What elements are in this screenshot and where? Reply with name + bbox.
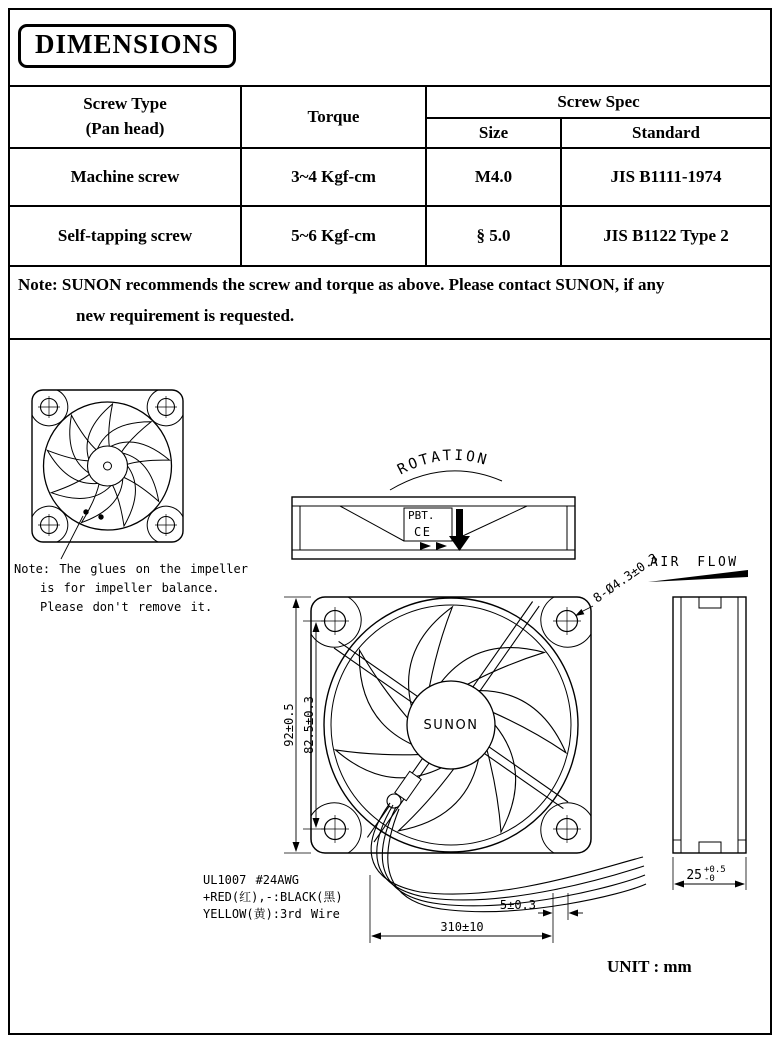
ce-mark: CE — [414, 525, 432, 539]
wire-spec-line3: YELLOW(黄):3rd Wire — [203, 907, 340, 921]
cell-standard: JIS B1122 Type 2 — [561, 206, 771, 266]
hole-pitch-dim-text: 82.5±0.3 — [302, 696, 316, 754]
wire-spec-line1: UL1007 #24AWG — [203, 873, 299, 887]
svg-text:ROTATION — [395, 448, 490, 479]
frame-width-dim-text: 92±0.5 — [282, 703, 296, 747]
fan-front-view — [311, 597, 591, 853]
air-flow-arrow — [648, 570, 748, 582]
glue-dot — [98, 514, 103, 519]
impeller-note-line1: Note: The glues on the impeller — [14, 562, 248, 576]
holes-dim-text: 8-Ø4.3±0.3 — [590, 549, 661, 606]
pbt-material-label: PBT. — [408, 509, 435, 522]
leader-arrowhead — [575, 609, 584, 616]
depth-dim-tol-minus: -0 — [704, 874, 715, 884]
cell-size: M4.0 — [426, 148, 561, 206]
mounting-holes-dimension — [575, 550, 660, 616]
page-title: DIMENSIONS — [35, 29, 220, 59]
page-title-box — [18, 24, 236, 68]
air-flow-text: AIR FLOW — [650, 555, 739, 570]
depth-dim-value: 25 — [686, 868, 702, 883]
header-standard: Standard — [561, 118, 771, 148]
header-screw-type — [9, 86, 241, 148]
table-row — [9, 206, 771, 266]
screw-note-line1: Note: SUNON recommends the screw and torque as above. Please contact SUNON, if any — [18, 275, 665, 294]
lead-wires — [371, 803, 646, 912]
technical-drawing — [0, 340, 780, 1035]
rotation-text: ROTATION — [395, 447, 491, 479]
cell-torque: 3~4 Kgf-cm — [241, 148, 426, 206]
cell-standard: JIS B1111-1974 — [561, 148, 771, 206]
header-screw-type-line1: Screw Type — [83, 94, 167, 114]
wire-spec-labels — [203, 873, 343, 921]
table-row — [9, 148, 771, 206]
cell-torque: 5~6 Kgf-cm — [241, 206, 426, 266]
depth-dimension — [673, 857, 746, 890]
depth-dim-tol-plus: +0.5 — [704, 865, 726, 875]
impeller-note — [14, 562, 248, 614]
header-size: Size — [426, 118, 561, 148]
screw-spec-table — [8, 85, 772, 267]
unit-label: UNIT : mm — [607, 957, 692, 976]
glue-note-leader — [61, 516, 83, 559]
cell-screw-type: Self-tapping screw — [9, 206, 241, 266]
impeller-note-line3: Please don't remove it. — [40, 600, 213, 614]
header-screw-spec: Screw Spec — [426, 86, 771, 118]
air-flow-label — [648, 555, 748, 582]
wire-spec-line2: +RED(红),-:BLACK(黑) — [203, 890, 343, 904]
rotation-label — [390, 448, 502, 490]
cell-screw-type: Machine screw — [9, 148, 241, 206]
wire-length-dim-text: 310±10 — [440, 920, 484, 934]
hub-brand-text: SUNON — [423, 718, 479, 733]
side-view-top — [292, 497, 575, 559]
cell-size: § 5.0 — [426, 206, 561, 266]
header-torque: Torque — [241, 86, 426, 148]
side-view-right — [673, 597, 746, 853]
impeller-front-view — [32, 390, 183, 559]
glue-dot — [83, 509, 88, 514]
wire-dimensions — [370, 875, 583, 943]
frame-dimensions — [282, 597, 326, 853]
rotation-direction-arrows — [420, 542, 447, 550]
wire-grommet — [387, 794, 401, 808]
header-screw-type-line2: (Pan head) — [85, 119, 165, 138]
impeller-note-line2: is for impeller balance. — [40, 581, 220, 595]
screw-note-line2: new requirement is requested. — [76, 306, 295, 325]
wire-tip-dim-text: 5±0.3 — [499, 898, 536, 912]
